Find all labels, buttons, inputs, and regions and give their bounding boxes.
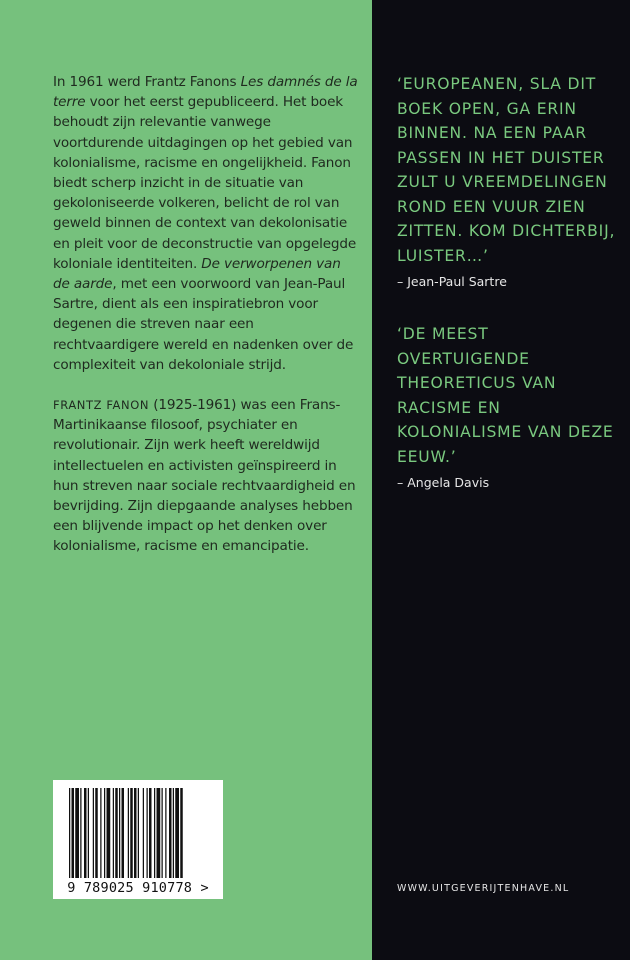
- author-bio: [53, 395, 358, 557]
- blurb-text: [53, 72, 358, 557]
- blurb-text-span: voor het eerst gepubliceerd. Het boek behoudt zijn relevantie vanwege voortdurende uitdagingen op het gebied van kolonialisme, racisme en ongelijkheid. Fanon biedt scherp inzicht in de situatie van gekoloniseerde volkeren, belicht de rol van geweld binnen de context van dekolonisatie en pleit voor de deconstructie van opgelegde koloniale identiteiten.: [53, 94, 357, 272]
- barcode-bar: [72, 788, 75, 878]
- original-title: Les damnés de la terre: [53, 74, 358, 111]
- barcode-bar: [93, 788, 94, 878]
- blurb-paragraph: [53, 72, 358, 375]
- barcode-bar: [162, 788, 163, 878]
- author-bio-text: (1925-1961) was een Frans-Martinikaanse filosoof, psychiater en revolutionair. Zijn werk heeft wereldwijd intellectuelen en activisten geïnspireerd in hun streven naar sociale rechtvaardigheid en bevrijding. Zijn diepgaande analyses hebben een blijvende impact op het denken over kolonialisme, racisme en emancipatie.: [53, 397, 356, 555]
- barcode-bar: [173, 788, 174, 878]
- barcode-bar: [180, 788, 183, 878]
- quote-text: ‘DE MEEST OVERTUIGENDE THEORETICUS VAN RACISME EN KOLONIALISME VAN DEZE EEUW.’: [397, 325, 614, 466]
- barcode-bar: [175, 788, 179, 878]
- barcode-bar: [107, 788, 111, 878]
- barcode-bar: [88, 788, 89, 878]
- barcode-bar: [134, 788, 137, 878]
- barcode-bar: [84, 788, 87, 878]
- barcode-bar: [130, 788, 133, 878]
- isbn-barcode: [53, 780, 223, 899]
- barcode-bar: [143, 788, 144, 878]
- barcode-bar: [119, 788, 120, 878]
- barcode-bar: [169, 788, 172, 878]
- barcode-bar: [95, 788, 98, 878]
- author-name: FRANTZ FANON: [53, 398, 150, 413]
- barcode-bar: [104, 788, 105, 878]
- quote-author: – Angela Davis: [397, 475, 490, 490]
- quote-davis: [397, 322, 622, 490]
- barcode-bars: [53, 780, 223, 880]
- barcode-bar: [115, 788, 118, 878]
- barcode-bar: [147, 788, 148, 878]
- quote-text: ‘EUROPEANEN, SLA DIT BOEK OPEN, GA ERIN BINNEN. NA EEN PAAR PASSEN IN HET DUISTER ZULT U VREEMDELINGEN ROND EEN VUUR ZIEN ZITTEN. KOM DICHTERBIJ, LUISTER…’: [397, 75, 616, 265]
- quotes-column: [397, 72, 622, 490]
- isbn-number: 9 789025 910778 >: [67, 880, 209, 896]
- barcode-bar: [113, 788, 114, 878]
- quote-sartre: [397, 72, 622, 289]
- blurb-text-span: In 1961 werd Frantz Fanons: [53, 74, 241, 90]
- barcode-bar: [165, 788, 166, 878]
- barcode-bar: [122, 788, 125, 878]
- dutch-title: De verworpenen van de aarde: [53, 255, 341, 293]
- barcode-bar: [154, 788, 155, 878]
- barcode-bar: [128, 788, 129, 878]
- barcode-bar: [69, 788, 70, 878]
- barcode-bar: [80, 788, 81, 878]
- barcode-bar: [100, 788, 101, 878]
- blurb-text-span: , met een voorwoord van Jean-Paul Sartre, dient als een inspiratiebron voor degenen die streven naar een rechtvaardigere wereld en nadenken over de complexiteit van dekoloniale strijd.: [53, 276, 354, 373]
- quote-author: – Jean-Paul Sartre: [397, 274, 507, 289]
- publisher-website: WWW.UITGEVERIJTENHAVE.NL: [397, 883, 570, 894]
- barcode-bar: [75, 788, 79, 878]
- barcode-bar: [138, 788, 139, 878]
- barcode-bar: [149, 788, 152, 878]
- barcode-bar: [157, 788, 161, 878]
